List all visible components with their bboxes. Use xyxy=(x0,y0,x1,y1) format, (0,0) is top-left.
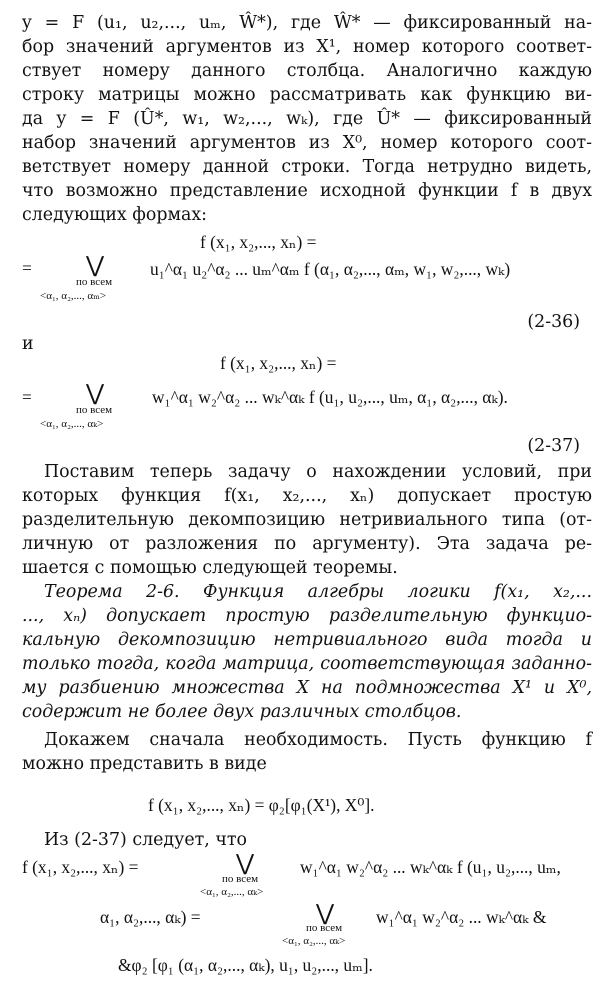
theorem-line: ..., xₙ) допускает простую разделительную функцио- xyxy=(22,606,592,626)
formula-rhs: u₁^α₁ u₂^α₂ ... uₘ^αₘ f (α₁, α₂,..., αₘ, w₁, w₂,..., wₖ) xyxy=(150,259,511,279)
text-line: разделительную декомпозицию нетривиального типа (от- xyxy=(22,510,592,530)
formula-rhs: w₁^α₁ w₂^α₂ ... wₖ^αₖ f (u₁, u₂,..., uₘ, α₁, α₂,..., αₖ). xyxy=(152,387,508,407)
formula-line: &φ₂ [φ₁ (α₁, α₂,..., αₖ), u₁, u₂,..., uₘ]. xyxy=(118,955,373,975)
theorem-line: только тогда, когда матрица, соответствующая заданно- xyxy=(22,654,592,674)
text-line: шается с помощью следующей теоремы. xyxy=(22,558,398,578)
text-line: Из (2-37) следует, что xyxy=(44,830,247,850)
equals-sign: = xyxy=(22,258,32,278)
disjunction-operator: ⋁ xyxy=(236,850,255,875)
theorem-line: му разбиению множества X на подмножества X¹ и X⁰, xyxy=(22,678,592,698)
disjunction-operator: ⋁ xyxy=(86,252,105,277)
equation-number: (2-37) xyxy=(527,436,580,456)
operator-subscript: по всем xyxy=(76,404,113,416)
formula-phi: f (x₁, x₂,..., xₙ) = φ₂[φ₁(X¹), X⁰]. xyxy=(148,795,375,815)
disjunction-operator: ⋁ xyxy=(316,900,335,925)
text-line: которых функция f(x₁, x₂,..., xₙ) допускает простую xyxy=(22,486,592,506)
text-line: Поставим теперь задачу о нахождении условий, при xyxy=(44,462,592,482)
disjunction-operator: ⋁ xyxy=(86,380,105,405)
text-line: что возможно представление исходной функции f в двух xyxy=(22,181,592,201)
text-line: личную от разложения по аргументу). Эта задача ре- xyxy=(22,534,592,554)
text-line: ствует номеру данного столбца. Аналогично каждую xyxy=(22,61,592,81)
text-line: бор значений аргументов из X¹, номер которого соответ- xyxy=(22,37,592,57)
text-line: y = F (u₁, u₂,..., uₘ, Ŵ*), где Ŵ* — фиксированный на- xyxy=(22,13,592,33)
operator-subscript: <α₁, α₂,..., αₖ> xyxy=(40,418,104,430)
text-line: следующих формах: xyxy=(22,205,208,225)
text-line: ветствует номеру данной строки. Тогда нетрудно видеть, xyxy=(22,157,592,177)
operator-subscript: по всем xyxy=(76,276,113,288)
theorem-line: кальную декомпозицию нетривиального вида тогда и xyxy=(22,630,592,650)
text-line: да y = F (Û*, w₁, w₂,..., wₖ), где Û* — фиксированный xyxy=(22,109,592,129)
text-line: Докажем сначала необходимость. Пусть функцию f xyxy=(44,730,592,750)
text-line: и xyxy=(22,334,34,354)
equals-sign: = xyxy=(22,387,32,407)
text-line: набор значений аргументов из X⁰, номер которого соот- xyxy=(22,133,592,153)
theorem-line: Теорема 2-6. Функция алгебры логики f(x₁, x₂,... xyxy=(44,582,592,602)
operator-subscript: <α₁, α₂,..., αₘ> xyxy=(40,290,107,302)
operator-subscript: <α₁, α₂,..., αₖ> xyxy=(200,886,264,898)
operator-subscript: по всем xyxy=(222,873,259,885)
equation-number: (2-36) xyxy=(527,312,580,332)
theorem-line: содержит не более двух различных столбцов. xyxy=(22,702,462,722)
formula-lhs: f (x₁, x₂,..., xₙ) = xyxy=(220,353,337,373)
text-line: строку матрицы можно рассматривать как функцию ви- xyxy=(22,85,592,105)
formula-rhs: w₁^α₁ w₂^α₂ ... wₖ^αₖ f (u₁, u₂,..., uₘ, xyxy=(300,857,561,877)
operator-subscript: по всем xyxy=(306,922,343,934)
formula-rhs: w₁^α₁ w₂^α₂ ... wₖ^αₖ & xyxy=(376,907,547,927)
formula-lhs: f (x₁, x₂,..., xₙ) = xyxy=(200,232,317,252)
operator-subscript: <α₁, α₂,..., αₖ> xyxy=(282,935,346,947)
formula-lhs: f (x₁, x₂,..., xₙ) = xyxy=(22,857,139,877)
text-line: можно представить в виде xyxy=(22,754,267,774)
formula-lhs: α₁, α₂,..., αₖ) = xyxy=(100,907,201,927)
